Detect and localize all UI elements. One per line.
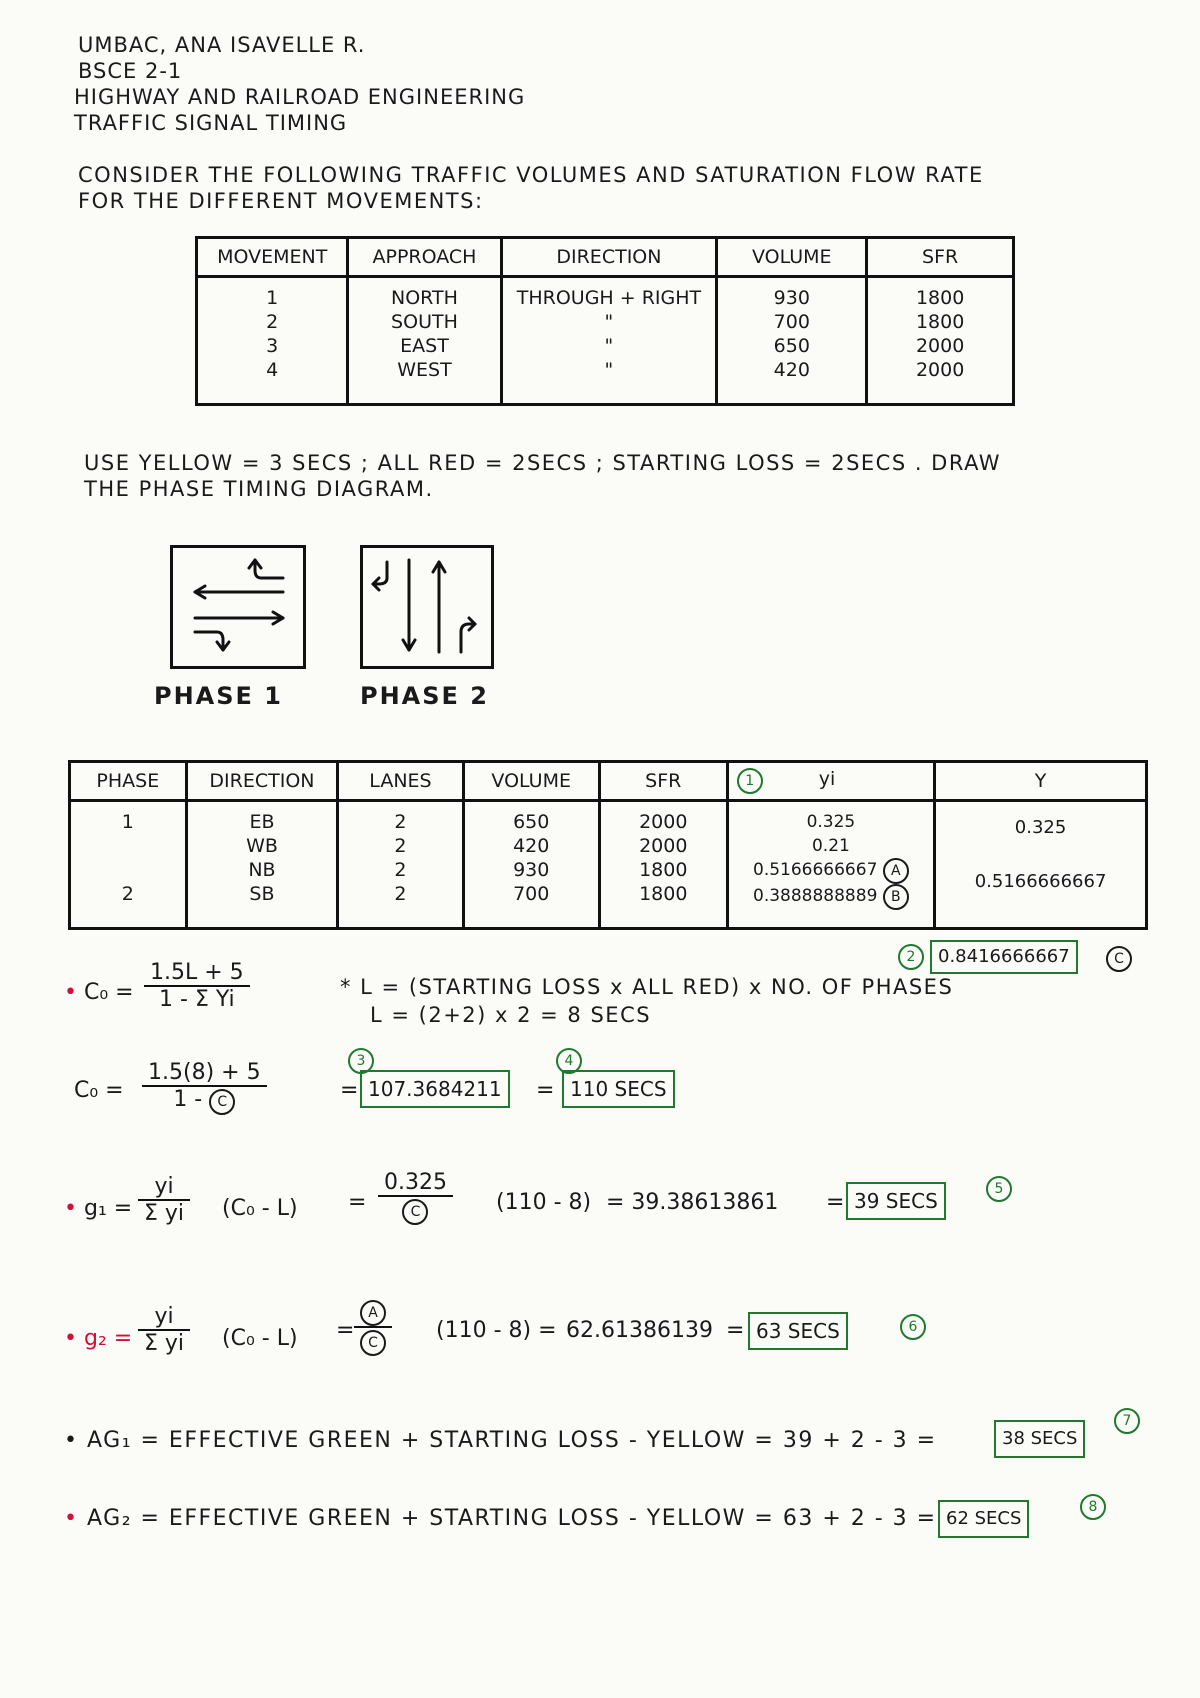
direction-cell xyxy=(186,801,338,929)
cycle-calc-fraction xyxy=(142,1060,267,1115)
student-name: UMBAC, ANA ISAVELLE R. xyxy=(78,33,366,57)
ag1-line: • AG₁ = EFFECTIVE GREEN + STARTING LOSS - YELLOW = 39 + 2 - 3 = xyxy=(64,1428,937,1453)
lanes-4: 2 xyxy=(394,883,407,905)
g1-label: • g₁ = xyxy=(64,1196,133,1221)
course-title: HIGHWAY AND RAILROAD ENGINEERING xyxy=(74,85,526,109)
g2-raw: 62.61386139 xyxy=(566,1318,713,1343)
volume-3: 650 xyxy=(773,335,810,357)
step-7-marker: 7 xyxy=(1114,1408,1140,1434)
volume-1: 930 xyxy=(773,287,810,309)
phase-2-label: PHASE 2 xyxy=(360,682,489,710)
phase-number-2: 2 xyxy=(121,883,134,905)
col-approach: APPROACH xyxy=(348,238,501,277)
g2-formula-num: yi xyxy=(154,1304,174,1329)
cycle-formula-label: • C₀ = xyxy=(64,980,134,1005)
direction-eb: EB xyxy=(249,811,275,833)
g1-formula-fraction xyxy=(138,1174,190,1226)
yi-cell xyxy=(727,801,934,929)
volume-2: 700 xyxy=(773,311,810,333)
yi-2: 0.21 xyxy=(811,836,850,856)
g1-formula-tail: (C₀ - L) xyxy=(222,1196,298,1221)
cycle-formula-fraction xyxy=(144,960,250,1012)
col-sfr: SFR xyxy=(867,238,1014,277)
yi-3-row xyxy=(730,858,932,884)
phase-table xyxy=(68,760,1148,930)
phase-1-label: PHASE 1 xyxy=(154,682,283,710)
equals-sign: = xyxy=(348,1190,367,1215)
yi-mark-a: A xyxy=(883,858,909,884)
sfr-3: 1800 xyxy=(639,859,688,881)
movement-table xyxy=(195,236,1015,406)
approach-1: NORTH xyxy=(391,287,458,309)
direction-cell xyxy=(501,277,717,405)
cycle-raw-result: 107.3684211 xyxy=(360,1070,510,1108)
equals-sign: = xyxy=(726,1318,745,1343)
movement-cell xyxy=(197,277,348,405)
approach-2: SOUTH xyxy=(391,311,458,333)
lanes-2: 2 xyxy=(394,835,407,857)
direction-sb: SB xyxy=(249,883,275,905)
yi-3: 0.5166666667 xyxy=(753,860,878,880)
ag2-result: 62 SECS xyxy=(938,1500,1029,1538)
cycle-formula-den: 1 - Σ Yi xyxy=(144,985,250,1012)
yi-step-marker: 1 xyxy=(737,768,763,794)
g2-result: 63 SECS xyxy=(748,1312,848,1350)
phase-1-diagram xyxy=(170,545,306,669)
col-direction: DIRECTION xyxy=(501,238,717,277)
cycle-length-result: 110 SECS xyxy=(562,1070,675,1108)
sfr-4: 2000 xyxy=(915,359,965,381)
yi-4-row xyxy=(730,884,932,910)
equals-sign: = xyxy=(336,1318,355,1343)
g1-calc-fraction xyxy=(378,1170,453,1225)
col-yi xyxy=(727,762,934,801)
step-8-marker: 8 xyxy=(1080,1494,1106,1520)
col-sfr: SFR xyxy=(599,762,727,801)
given-line-1: USE YELLOW = 3 SECS ; ALL RED = 2SECS ; STARTING LOSS = 2SECS . DRAW xyxy=(84,451,1002,475)
Y-cell xyxy=(935,801,1147,929)
col-volume: VOLUME xyxy=(717,238,867,277)
g2-calc-fraction xyxy=(354,1298,392,1356)
section: BSCE 2-1 xyxy=(78,59,183,83)
g1-calc-tail: (110 - 8) xyxy=(496,1190,592,1215)
step-3-marker: 3 xyxy=(348,1048,374,1074)
col-phase: PHASE xyxy=(70,762,187,801)
g1-result: 39 SECS xyxy=(846,1182,946,1220)
col-movement: MOVEMENT xyxy=(197,238,348,277)
cycle-calc-label: C₀ = xyxy=(74,1078,124,1103)
yi-mark-b: B xyxy=(883,884,909,910)
sfr-cell xyxy=(867,277,1014,405)
g2-label: • g₂ = xyxy=(64,1326,133,1351)
volume-1: 650 xyxy=(513,811,550,833)
loss-line-1: * L = (STARTING LOSS x ALL RED) x NO. OF PHASES xyxy=(340,975,954,999)
ag1-result: 38 SECS xyxy=(994,1420,1085,1458)
intro-line-1: CONSIDER THE FOLLOWING TRAFFIC VOLUMES AND SATURATION FLOW RATE xyxy=(78,163,984,187)
volume-4: 700 xyxy=(513,883,550,905)
g1-calc-den-row xyxy=(378,1195,453,1225)
g2-formula-fraction xyxy=(138,1304,190,1356)
col-direction: DIRECTION xyxy=(186,762,338,801)
volume-cell xyxy=(717,277,867,405)
yi-header: yi xyxy=(818,768,836,790)
step-5-marker: 5 xyxy=(986,1176,1012,1202)
g2-calc-tail: (110 - 8) = xyxy=(436,1318,557,1343)
sfr-1: 1800 xyxy=(915,287,965,309)
sfr-1: 2000 xyxy=(639,811,688,833)
volume-3: 930 xyxy=(513,859,550,881)
sum-y-result: 0.8416666667 xyxy=(930,940,1078,974)
direction-wb: WB xyxy=(246,835,278,857)
yi-4: 0.3888888889 xyxy=(753,886,878,906)
topic-title: TRAFFIC SIGNAL TIMING xyxy=(74,111,348,135)
step-4-marker: 4 xyxy=(556,1048,582,1074)
lanes-3: 2 xyxy=(394,859,407,881)
Y-2: 0.5166666667 xyxy=(974,871,1107,892)
g1-raw: = 39.38613861 xyxy=(606,1190,779,1215)
movement-1: 1 xyxy=(266,287,279,309)
g2-formula-tail: (C₀ - L) xyxy=(222,1326,298,1351)
g1-calc-den-mark: C xyxy=(402,1199,428,1225)
volume-2: 420 xyxy=(513,835,550,857)
cycle-formula-num: 1.5L + 5 xyxy=(150,960,244,985)
sfr-3: 2000 xyxy=(915,335,965,357)
loss-line-2: L = (2+2) x 2 = 8 SECS xyxy=(370,1003,652,1027)
yi-1: 0.325 xyxy=(806,812,856,832)
direction-3: " xyxy=(604,335,614,357)
g2-calc-num-mark: A xyxy=(360,1300,386,1326)
movement-4: 4 xyxy=(266,359,279,381)
g2-calc-num-row xyxy=(354,1298,392,1326)
g1-formula-den: Σ yi xyxy=(138,1199,190,1226)
phase-1-arrows-icon xyxy=(173,548,303,666)
col-volume: VOLUME xyxy=(463,762,599,801)
sum-mark-c: C xyxy=(1106,946,1132,972)
direction-2: " xyxy=(604,311,614,333)
phase-2-diagram xyxy=(360,545,494,669)
sfr-cell xyxy=(599,801,727,929)
phase-number-cell xyxy=(70,801,187,929)
step-6-marker: 6 xyxy=(900,1314,926,1340)
col-Y: Y xyxy=(935,762,1147,801)
cycle-calc-num: 1.5(8) + 5 xyxy=(148,1060,261,1085)
direction-1: THROUGH + RIGHT xyxy=(516,287,702,309)
sfr-2: 1800 xyxy=(915,311,965,333)
sfr-4: 1800 xyxy=(639,883,688,905)
intro-line-2: FOR THE DIFFERENT MOVEMENTS: xyxy=(78,189,484,213)
given-line-2: THE PHASE TIMING DIAGRAM. xyxy=(84,477,434,501)
volume-4: 420 xyxy=(773,359,810,381)
movement-2: 2 xyxy=(266,311,279,333)
col-lanes: LANES xyxy=(338,762,463,801)
phase-number-1: 1 xyxy=(121,811,134,833)
sfr-2: 2000 xyxy=(639,835,688,857)
sum-step-marker: 2 xyxy=(898,944,924,970)
cycle-calc-den-mark: C xyxy=(209,1089,235,1115)
phase-2-arrows-icon xyxy=(363,548,491,666)
cycle-calc-den: 1 - C xyxy=(142,1085,267,1115)
lanes-1: 2 xyxy=(394,811,407,833)
equals-sign: = xyxy=(536,1078,555,1103)
g2-formula-den: Σ yi xyxy=(138,1329,190,1356)
approach-4: WEST xyxy=(397,359,452,381)
volume-cell xyxy=(463,801,599,929)
equals-sign: = xyxy=(340,1078,359,1103)
equals-sign: = xyxy=(826,1190,845,1215)
lanes-cell xyxy=(338,801,463,929)
g1-calc-num: 0.325 xyxy=(384,1170,447,1195)
direction-4: " xyxy=(604,359,614,381)
direction-nb: NB xyxy=(248,859,276,881)
approach-cell xyxy=(348,277,501,405)
g2-calc-den-row xyxy=(354,1326,392,1356)
movement-3: 3 xyxy=(266,335,279,357)
g2-calc-den-mark: C xyxy=(360,1330,386,1356)
g1-formula-num: yi xyxy=(154,1174,174,1199)
ag2-line: • AG₂ = EFFECTIVE GREEN + STARTING LOSS - YELLOW = 63 + 2 - 3 = xyxy=(64,1506,937,1531)
approach-3: EAST xyxy=(400,335,449,357)
Y-1: 0.325 xyxy=(1014,817,1067,838)
